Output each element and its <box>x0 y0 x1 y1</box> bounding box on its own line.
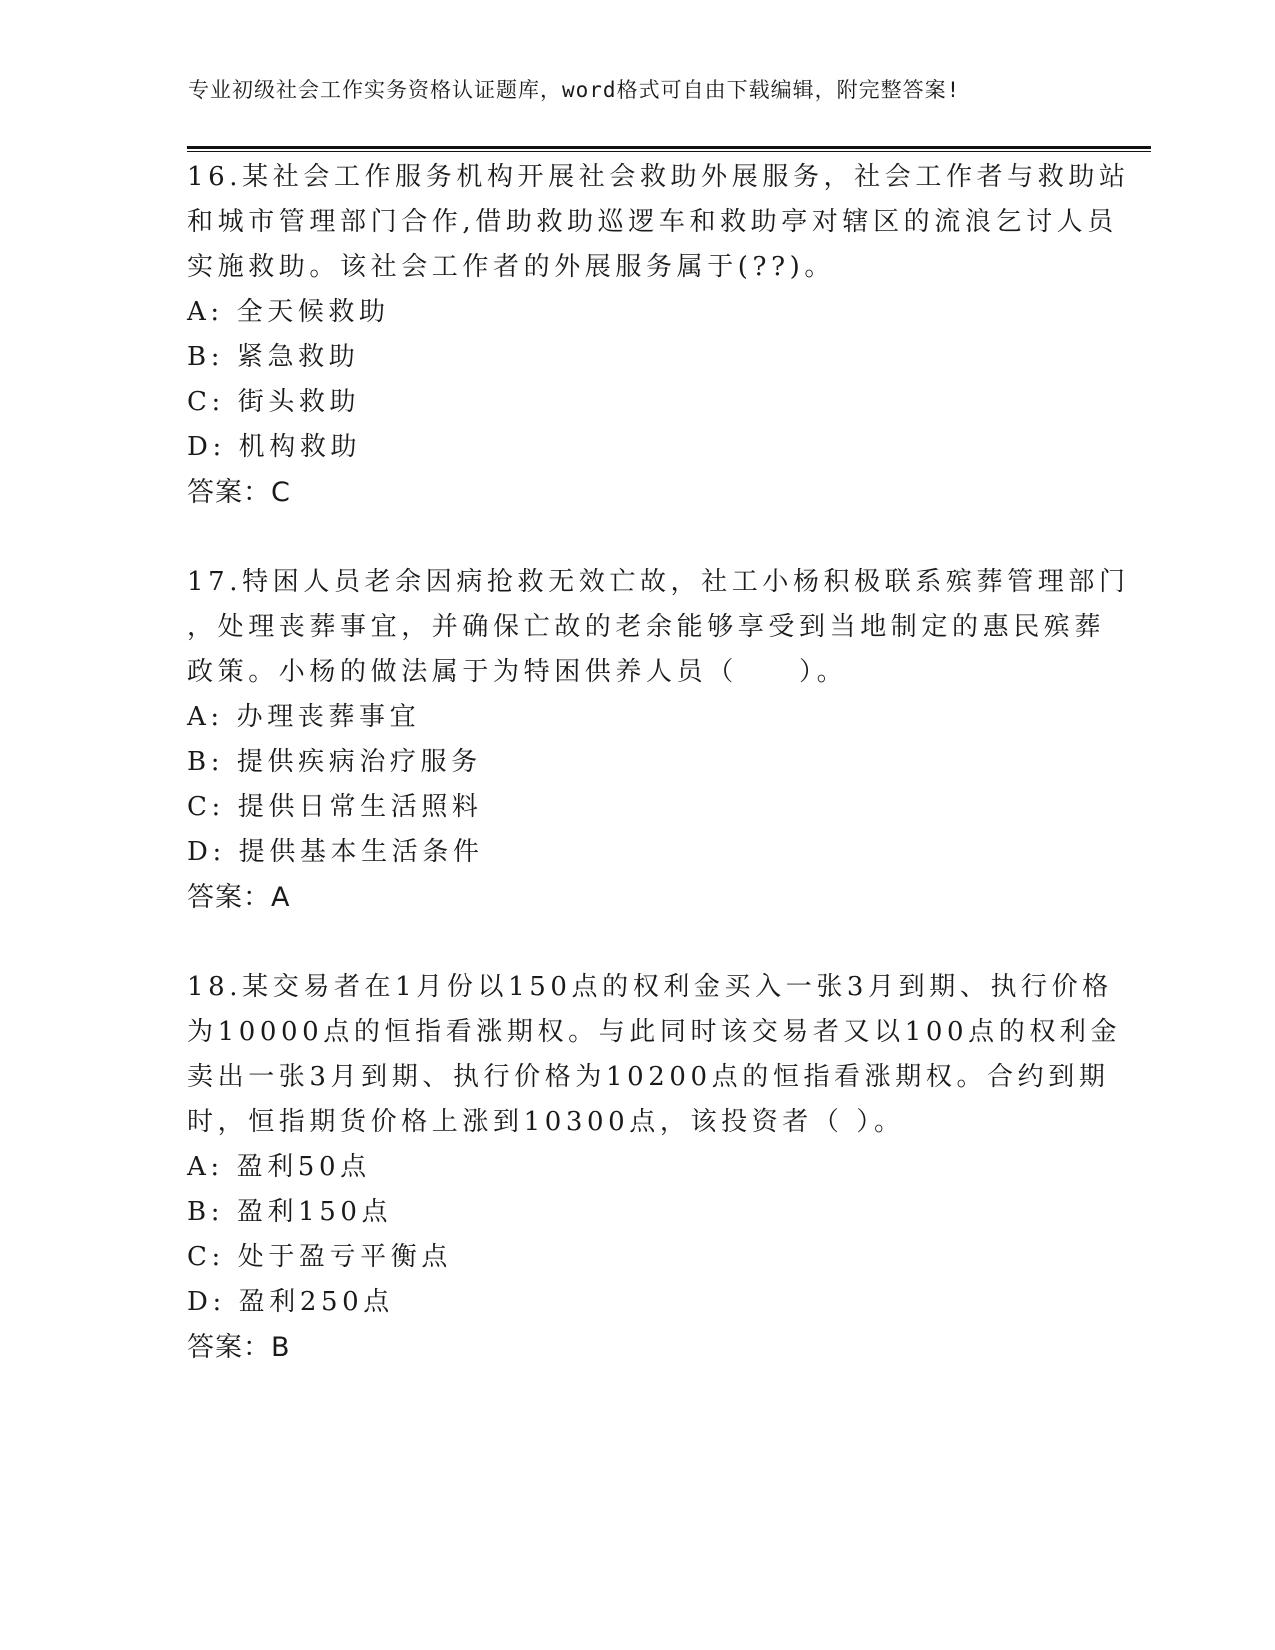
question-stem-line: ，处理丧葬事宜，并确保亡故的老余能够享受到当地制定的惠民殡葬 <box>187 612 1106 642</box>
option-a: A: 盈利50点 <box>187 1152 371 1182</box>
page-header: 专业初级社会工作实务资格认证题库，word格式可自由下载编辑，附完整答案! <box>188 78 961 102</box>
answer: 答案：B <box>187 1332 291 1363</box>
question-stem-line: 卖出一张3月到期、执行价格为10200点的恒指看涨期权。合约到期 <box>187 1062 1110 1092</box>
answer: 答案：C <box>187 477 291 508</box>
option-d: D: 机构救助 <box>187 432 362 462</box>
question-stem-line: 实施救助。该社会工作者的外展服务属于(??)。 <box>187 252 835 282</box>
option-a: A: 办理丧葬事宜 <box>187 702 421 732</box>
question-stem-line: 和城市管理部门合作,借助救助巡逻车和救助亭对辖区的流浪乞讨人员 <box>187 207 1118 237</box>
option-b: B: 盈利150点 <box>187 1197 393 1227</box>
question-stem-line: 17.特困人员老余因病抢救无效亡故，社工小杨积极联系殡葬管理部门 <box>187 567 1130 597</box>
option-d: D: 提供基本生活条件 <box>187 837 484 867</box>
question-stem-line: 18.某交易者在1月份以150点的权利金买入一张3月到期、执行价格 <box>187 972 1113 1002</box>
header-divider <box>187 146 1151 149</box>
option-b: B: 提供疾病治疗服务 <box>187 747 482 777</box>
question-stem-line: 政策。小杨的做法属于为特困供养人员（ ）。 <box>187 657 848 687</box>
answer: 答案：A <box>187 882 291 913</box>
option-c: C: 提供日常生活照料 <box>187 792 483 822</box>
option-a: A: 全天候救助 <box>187 297 390 327</box>
question-stem-line: 16.某社会工作服务机构开展社会救助外展服务，社会工作者与救助站 <box>187 162 1130 192</box>
question-stem-line: 为10000点的恒指看涨期权。与此同时该交易者又以100点的权利金 <box>187 1017 1122 1047</box>
option-c: C: 处于盈亏平衡点 <box>187 1242 452 1272</box>
option-c: C: 街头救助 <box>187 387 361 417</box>
question-17 <box>187 560 1130 920</box>
option-b: B: 紧急救助 <box>187 342 360 372</box>
question-16 <box>187 155 1130 515</box>
question-stem-line: 时，恒指期货价格上涨到10300点，该投资者（ ）。 <box>187 1107 905 1137</box>
option-d: D: 盈利250点 <box>187 1287 394 1317</box>
question-18 <box>187 965 1122 1370</box>
